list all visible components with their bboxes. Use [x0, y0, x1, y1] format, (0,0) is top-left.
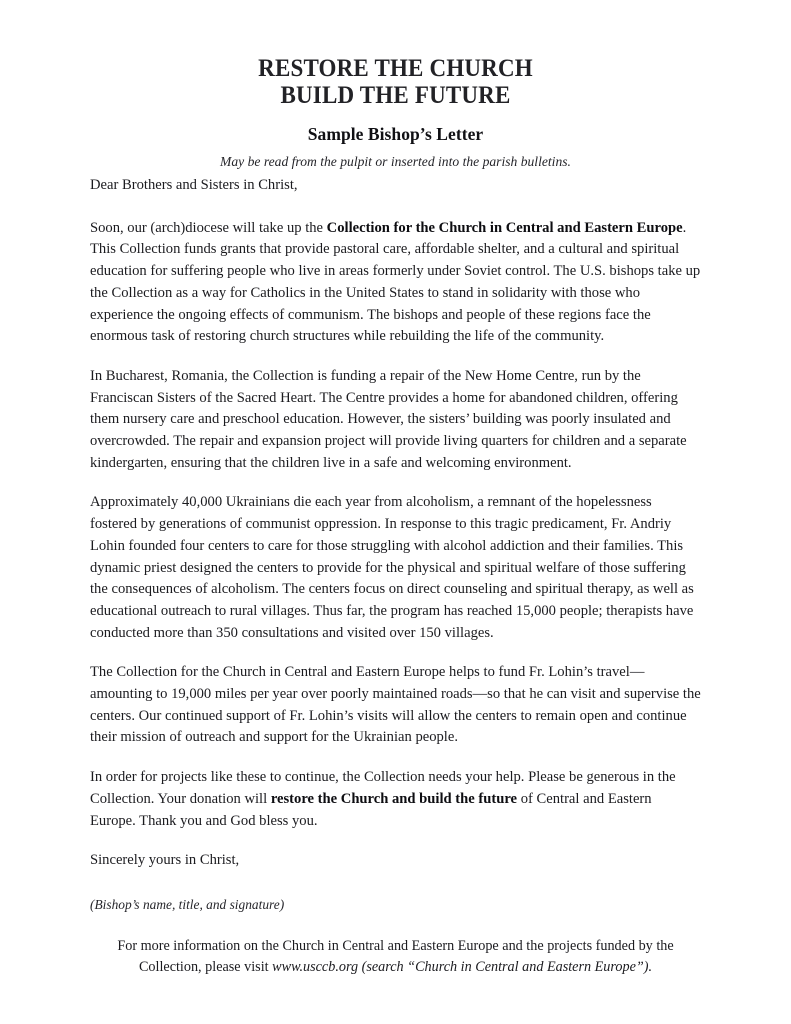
closing-line: Sincerely yours in Christ, — [90, 852, 240, 869]
footer-text: For more information on the Church in Central and Eastern Europe and the projects funded by the Collection, please visit — [117, 937, 674, 976]
campaign-logo — [0, 56, 791, 109]
page-subtitle: May be read from the pulpit or inserted into the parish bulletins. — [220, 154, 571, 169]
para-bucharest — [90, 366, 701, 475]
para-ukraine-alcoholism — [90, 492, 701, 644]
letter-body — [90, 175, 701, 979]
logo-line-build-the-future: BUILD THE FUTURE — [280, 81, 511, 109]
usccb-url[interactable]: www.usccb.org — [272, 959, 359, 976]
body-text: In Bucharest, Romania, the Collection is funding a repair of the New Home Centre, run by the Franciscan Sisters of the Sacred Heart. The Centre provides a home for abandoned children, offering them nursery care and preschool education. However, the sisters’ building was poorly insulated and overcrowded. The repair and expansion project will provide living quarters for children and a separate kindergarten, ensuring that the children live in a safe and welcoming environment. — [90, 367, 687, 471]
body-text: Soon, our (arch)diocese will take up the — [90, 219, 327, 236]
body-text: Approximately 40,000 Ukrainians die each year from alcoholism, a remnant of the hopelessness fostered by generations of communist oppression. In response to this tragic predicament, Fr. Andriy Lohin founded four centers to care for those struggling with alcohol addiction and their families. This dynamic priest designed the centers to provide for the physical and spiritual welfare of those suffering the consequences of alcoholism. The centers focus on direct counseling and spiritual therapy, as well as educational outreach to rural villages. Thus far, the program has reached 15,000 people; therapists have conducted more than 350 consultations and visited over 150 villages. — [90, 494, 694, 641]
body-text: In order for projects like these to continue, the Collection needs your help. Please be generous in the Collection. Your donation will — [90, 769, 676, 807]
body-text: The Collection for the Church in Central and Eastern Europe helps to fund Fr. Lohin’s travel—amounting to 19,000 miles per year over poorly maintained roads—so that he can visit and supervise the centers. Our continued support of Fr. Lohin’s visits will allow the centers to remain open and continue their mission of outreach and support for the Ukrainian people. — [90, 664, 701, 746]
footer-search-hint: (search “Church in Central and Eastern Europe”). — [358, 959, 653, 976]
para-collection-intro — [90, 218, 701, 348]
para-appeal — [90, 767, 701, 832]
body-text: of Central and Eastern Europe. Thank you and God bless you. — [90, 790, 652, 829]
page-title: Sample Bishop’s Letter — [307, 124, 484, 144]
emphasis-text: restore the Church and build the future — [270, 790, 518, 807]
para-travel-funding — [90, 662, 701, 749]
salutation: Dear Brothers and Sisters in Christ, — [90, 177, 298, 193]
logo-line-restore-the-church: RESTORE THE CHURCH — [258, 55, 533, 82]
signature-placeholder: (Bishop’s name, title, and signature) — [90, 896, 285, 912]
letter-paragraphs — [90, 218, 701, 833]
body-text: . This Collection funds grants that provide pastoral care, affordable shelter, and a cultural and spiritual education for suffering people who live in areas formerly under Soviet control. The U.S. bishops take up the Collection as a way for Catholics in the United States to stand in solidarity with those who experience the ongoing effects of communism. The bishops and people of these regions face the enormous task of restoring church structures while rebuilding the life of the community. — [90, 219, 701, 345]
footer-more-information — [90, 936, 701, 979]
emphasis-text: Collection for the Church in Central and Eastern Europe — [326, 219, 683, 236]
